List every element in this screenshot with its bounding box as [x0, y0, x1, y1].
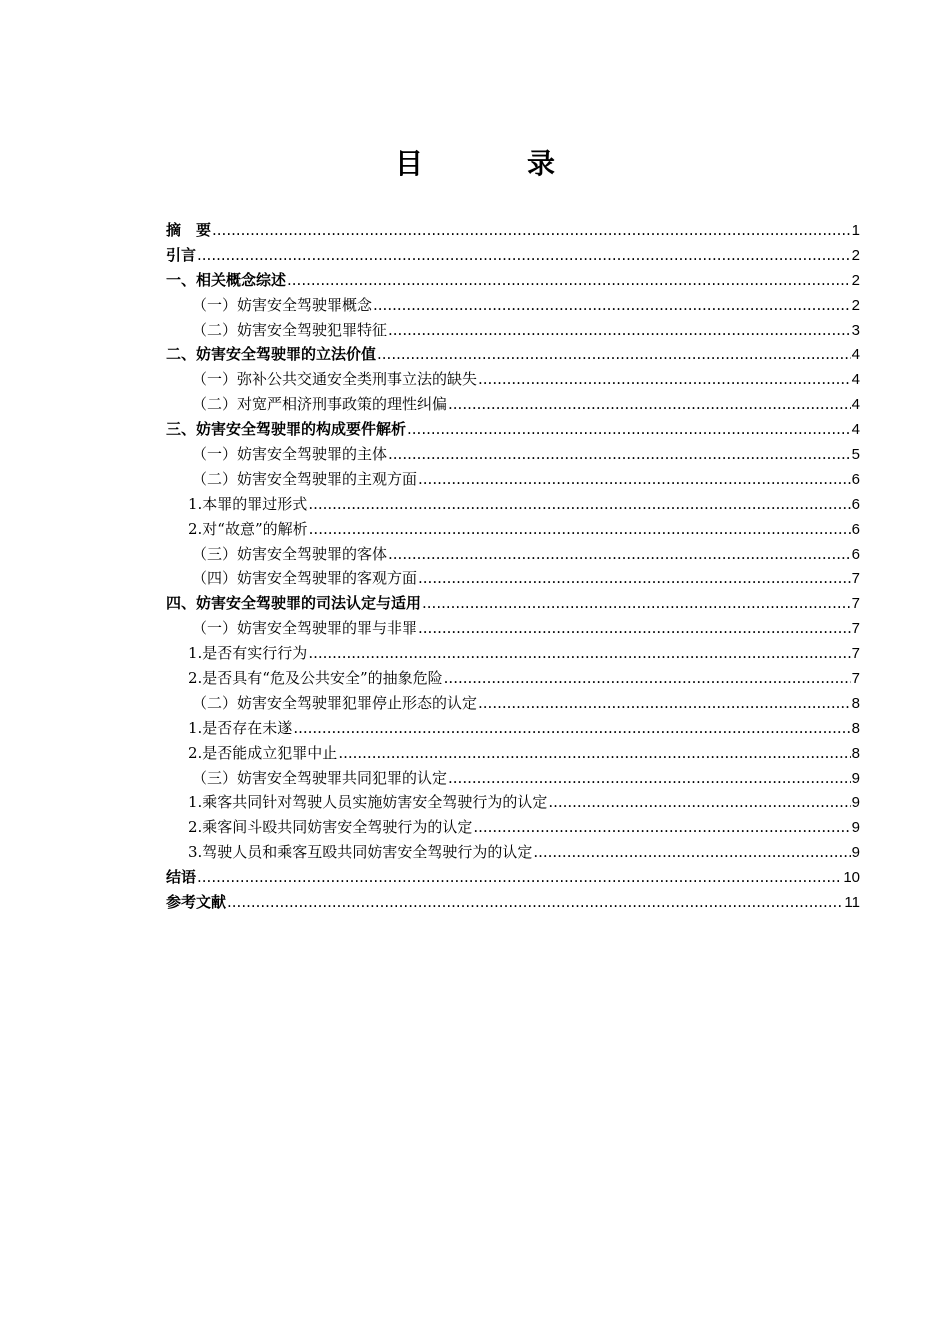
toc-page-number: 10 [843, 869, 860, 887]
toc-entry[interactable] [166, 815, 860, 840]
toc-dot-leader [373, 293, 851, 318]
toc-entry[interactable] [166, 865, 860, 890]
toc-entry-label: 二、妨害安全驾驶罪的立法价值 [166, 345, 377, 364]
toc-entry-label: （二）对宽严相济刑事政策的理性纠偏 [192, 395, 448, 414]
toc-dot-leader [478, 367, 851, 392]
toc-page-number: 7 [851, 570, 860, 588]
toc-dot-leader [533, 840, 850, 865]
toc-dot-leader [478, 691, 851, 716]
toc-entry-label: 2.是否具有“危及公共安全”的抽象危险 [188, 669, 443, 688]
toc-entry-label: （二）妨害安全驾驶犯罪特征 [192, 320, 388, 339]
toc-dot-leader [377, 342, 851, 367]
toc-page-number: 4 [851, 396, 860, 414]
toc-dot-leader [418, 566, 851, 591]
toc-page-number: 5 [851, 446, 860, 464]
toc-entry[interactable] [166, 616, 860, 641]
toc-entry[interactable] [166, 542, 860, 567]
toc-entry[interactable] [166, 890, 860, 915]
toc-page-number: 6 [851, 495, 860, 513]
toc-entry-label: 1.是否存在未遂 [188, 718, 293, 737]
toc-entry-label: （二）妨害安全驾驶罪的主观方面 [192, 469, 418, 488]
toc-page-number: 9 [851, 819, 860, 837]
toc-entry[interactable] [166, 566, 860, 591]
toc-dot-leader [227, 890, 843, 915]
toc-dot-leader [309, 517, 851, 542]
toc-dot-leader [308, 492, 850, 517]
toc-entry[interactable] [166, 766, 860, 791]
toc-page-number: 2 [851, 246, 860, 264]
toc-title: 目 录 [394, 147, 593, 180]
toc-entry[interactable] [166, 392, 860, 417]
toc-entry[interactable] [166, 367, 860, 392]
toc-page-number: 9 [851, 844, 860, 862]
toc-entry-label: 一、相关概念综述 [166, 270, 287, 289]
toc-page-number: 1 [851, 222, 860, 239]
toc-page-number: 4 [851, 371, 860, 389]
toc-entry-label: 三、妨害安全驾驶罪的构成要件解析 [166, 420, 407, 439]
toc-entry[interactable] [166, 243, 860, 268]
toc-page-number: 7 [851, 620, 860, 638]
toc-dot-leader [197, 865, 842, 890]
toc-entry-label: 2.对“故意”的解析 [188, 519, 308, 538]
toc-dot-leader [473, 815, 850, 840]
toc-page-number: 9 [851, 769, 860, 787]
toc-page-number: 3 [851, 321, 860, 339]
toc-entry[interactable] [166, 641, 860, 666]
toc-dot-leader [422, 591, 851, 616]
toc-page-number: 11 [844, 894, 860, 912]
toc-entry[interactable] [166, 666, 860, 691]
toc-page-number: 6 [851, 545, 860, 563]
toc-page-number: 7 [851, 670, 860, 688]
toc-entry-label: （一）弥补公共交通安全类刑事立法的缺失 [192, 370, 478, 389]
table-of-contents [166, 218, 860, 915]
toc-entry-label: （四）妨害安全驾驶罪的客观方面 [192, 569, 418, 588]
toc-entry[interactable] [166, 716, 860, 741]
toc-dot-leader [293, 716, 850, 741]
toc-dot-leader [388, 542, 851, 567]
toc-dot-leader [197, 243, 851, 268]
toc-dot-leader [338, 741, 850, 766]
toc-dot-leader [388, 442, 851, 467]
toc-dot-leader [388, 318, 851, 343]
toc-dot-leader [548, 790, 850, 815]
toc-entry[interactable] [166, 467, 860, 492]
toc-entry-label: 引言 [166, 245, 197, 264]
toc-entry-label: 2.乘客间斗殴共同妨害安全驾驶行为的认定 [188, 818, 473, 837]
toc-entry[interactable] [166, 492, 860, 517]
toc-dot-leader [444, 666, 851, 691]
toc-entry[interactable] [166, 342, 860, 367]
toc-entry-label: 1.乘客共同针对驾驶人员实施妨害安全驾驶行为的认定 [188, 793, 548, 812]
toc-entry[interactable] [166, 218, 860, 243]
toc-dot-leader [287, 268, 851, 293]
toc-entry[interactable] [166, 741, 860, 766]
toc-page-number: 4 [851, 421, 860, 439]
toc-entry-label: 结语 [166, 868, 197, 887]
toc-entry-label: （三）妨害安全驾驶罪的客体 [192, 544, 388, 563]
toc-entry[interactable] [166, 268, 860, 293]
toc-entry-label: （二）妨害安全驾驶罪犯罪停止形态的认定 [192, 693, 478, 712]
toc-entry[interactable] [166, 417, 860, 442]
toc-entry-label: 2.是否能成立犯罪中止 [188, 743, 338, 762]
toc-dot-leader [308, 641, 850, 666]
toc-dot-leader [212, 218, 851, 243]
toc-entry[interactable] [166, 591, 860, 616]
toc-page-number: 7 [851, 595, 860, 613]
toc-page-number: 4 [851, 346, 860, 364]
toc-entry[interactable] [166, 840, 860, 865]
toc-dot-leader [448, 766, 851, 791]
toc-entry[interactable] [166, 691, 860, 716]
toc-page-number: 2 [851, 271, 860, 289]
toc-entry[interactable] [166, 293, 860, 318]
toc-entry-label: 1.本罪的罪过形式 [188, 494, 308, 513]
toc-page-number: 6 [851, 470, 860, 488]
toc-dot-leader [407, 417, 851, 442]
toc-dot-leader [448, 392, 851, 417]
toc-entry-label: （一）妨害安全驾驶罪概念 [192, 295, 373, 314]
toc-entry[interactable] [166, 318, 860, 343]
toc-page-number: 8 [851, 694, 860, 712]
toc-dot-leader [418, 467, 851, 492]
toc-entry[interactable] [166, 790, 860, 815]
toc-page-number: 8 [851, 744, 860, 762]
toc-entry[interactable] [166, 442, 860, 467]
toc-entry-label: （三）妨害安全驾驶罪共同犯罪的认定 [192, 768, 448, 787]
toc-dot-leader [418, 616, 851, 641]
toc-entry-label: （一）妨害安全驾驶罪的罪与非罪 [192, 619, 418, 638]
toc-page-number: 2 [851, 296, 860, 314]
toc-entry-label: 四、妨害安全驾驶罪的司法认定与适用 [166, 594, 422, 613]
toc-entry-label: （一）妨害安全驾驶罪的主体 [192, 445, 388, 464]
toc-page-number: 7 [851, 645, 860, 663]
toc-entry-label: 摘 要 [166, 221, 212, 239]
toc-page-number: 9 [851, 794, 860, 812]
toc-entry-label: 参考文献 [166, 893, 227, 912]
toc-entry-label: 1.是否有实行行为 [188, 644, 308, 663]
toc-entry[interactable] [166, 517, 860, 542]
toc-page-number: 8 [851, 719, 860, 737]
toc-page-number: 6 [851, 520, 860, 538]
toc-entry-label: 3.驾驶人员和乘客互殴共同妨害安全驾驶行为的认定 [188, 843, 533, 862]
